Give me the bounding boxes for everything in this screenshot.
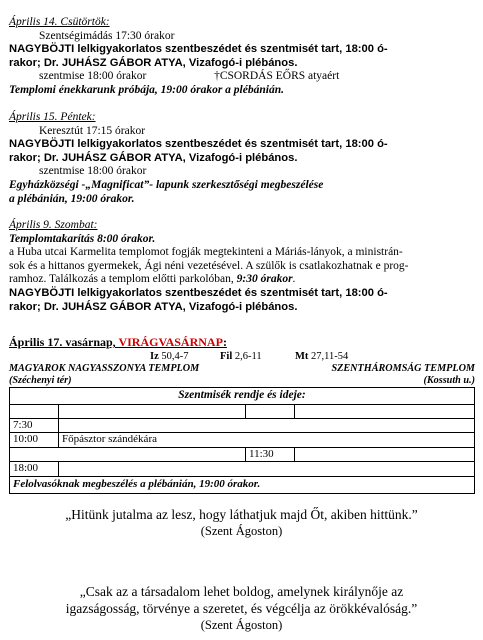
section-header: Április 15. Péntek: [9,111,96,123]
quote-text: „Hitünk jutalma az lesz, hogy láthatjuk majd Őt, akiben hittünk.” [65,507,418,522]
event-line: Templomi énekkarunk próbája, 19:00 órakor a plébánián. [9,83,284,96]
section-april-15 [9,111,475,206]
event-line: a plébánián, 19:00 órakor. [9,192,135,205]
event-line: NAGYBÖJTI lelkigyakorlatos szentbeszédet és szentmisét tart, 18:00 ó- [9,138,388,151]
mass-intention: †CSORDÁS EŐRS atyaért [214,70,340,83]
event-line: Egyházközségi -„Magnificat”- lapunk szerkesztőségi megbeszélése [9,178,324,191]
table-row: 10:00 Főpásztor szándékára [10,433,475,448]
section-april-17 [9,336,475,494]
quote-2 [0,583,483,634]
church-left: MAGYAROK NAGYASSZONYA TEMPLOM [9,362,200,374]
event-line: rakor; Dr. JUHÁSZ GÁBOR ATYA, Vizafogó-i plébános. [9,151,298,164]
event-line: Szentségimádás 17:30 órakor [39,29,175,42]
section-header: Április 17. vasárnap, VIRÁGVASÁRNAP: [9,335,227,349]
quote-author: (Szent Ágoston) [200,618,283,632]
table-row: 11:30 [10,447,475,462]
event-line: a Huba utcai Karmelita templomot fogják megtekinteni a Máriás-lányok, a ministrán- [9,246,403,259]
event-line: sok és a hittanos gyermekek, Ági néni vezetésével. A szülők is csatlakozhatnak e prog- [9,259,409,272]
church-headers [9,363,475,387]
event-line [9,70,475,84]
event-line: NAGYBÖJTI lelkigyakorlatos szentbeszédet és szentmisét tart, 18:00 ó- [9,43,388,56]
event-line: NAGYBÖJTI lelkigyakorlatos szentbeszédet és szentmisét tart, 18:00 ó- [9,286,388,299]
table-footer: Felolvasóknak megbeszélés a plébánián, 19:00 órakor. [10,476,475,493]
section-april-14 [9,16,475,98]
church-left-sub: (Széchenyi tér) [9,374,72,386]
quote-author: (Szent Ágoston) [200,524,283,538]
event-line: ramhoz. Találkozás a templom előtti parkolóban, 9:30 órakor. [9,273,296,286]
church-right-sub: (Kossuth u.) [423,374,475,386]
mass-schedule-table [9,387,475,494]
quote-1 [0,506,483,540]
event-line: rakor; Dr. JUHÁSZ GÁBOR ATYA, Vizafogó-i plébános. [9,300,298,313]
event-line: Templomtakarítás 8:00 órakor. [9,232,156,245]
event-line: Keresztút 17:15 órakor [39,124,146,137]
table-row: 18:00 [10,462,475,477]
event-line: szentmise 18:00 órakor [39,165,147,178]
mass-time: szentmise 18:00 órakor [39,70,147,83]
church-right: SZENTHÁROMSÁG TEMPLOM [331,362,475,374]
table-title: Szentmisék rendje és ideje: [10,387,475,404]
section-april-9 [9,219,475,314]
section-header: Április 14. Csütörtök: [9,16,110,28]
table-row [10,404,475,418]
table-row: 7:30 [10,418,475,433]
readings: Iz 50,4-7 Fil 2,6-11 Mt 27,11-54 [150,350,349,362]
section-header: Április 9. Szombat: [9,219,98,231]
quote-text: igazságosság, törvénye a szeretet, és végcélja az örökkévalóság.” [65,601,418,616]
quote-text: „Csak az a társadalom lehet boldog, amelynek királynője az [79,584,404,599]
event-line: rakor; Dr. JUHÁSZ GÁBOR ATYA, Vizafogó-i plébános. [9,56,298,69]
